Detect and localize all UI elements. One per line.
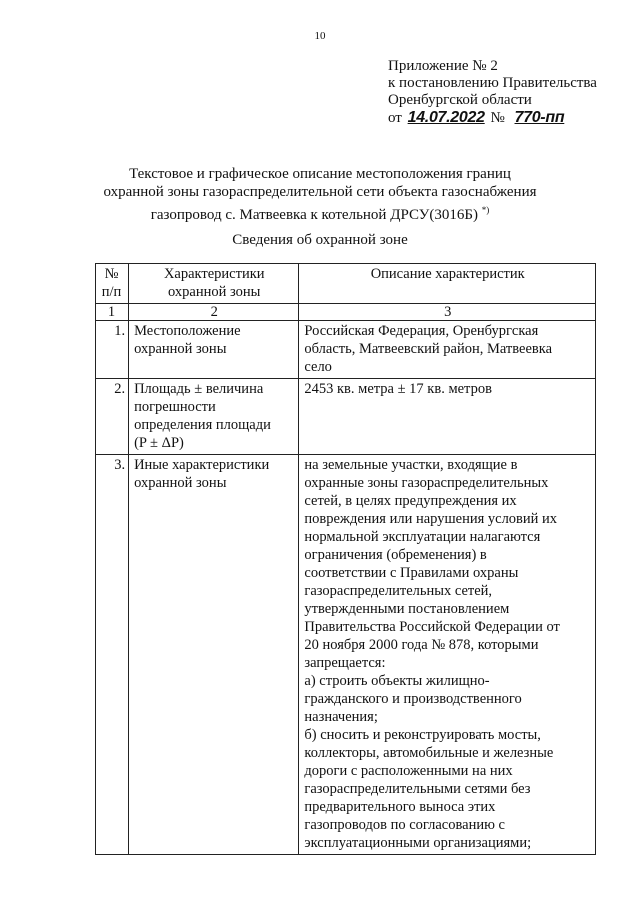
document-title — [0, 165, 640, 224]
appendix-date-line — [388, 109, 633, 127]
row-characteristic: Местоположение охранной зоны — [129, 321, 299, 379]
table-row — [96, 379, 596, 455]
title-line-2: охранной зоны газораспределительной сети объекта газоснабжения — [103, 184, 537, 200]
header-num: № п/п — [96, 264, 129, 304]
row-description: на земельные участки, входящие в охранные зоны газораспределительных сетей, в целях предупреждения их повреждения или нарушения условий их нормальной эксплуатации налагаются ограничения (обременения) в соответствии с Правилами охраны газораспределительных сетей, утвержденными постановлением Правительства Российской Федерации от 20 ноября 2000 года № 878, которыми запрещается: а) строить объекты жилищно- гражданского и производственного назначения; б) сносить и реконструировать мосты, коллекторы, автомобильные и железные дороги с расположенными на них газораспределительными сетями без предварительного выноса этих газопроводов по согласованию с эксплуатационными организациями; — [299, 455, 596, 855]
appendix-line-2: к постановлению Правительства — [388, 75, 597, 91]
handwritten-date: 14.07.2022 — [407, 109, 485, 126]
row-number: 1. — [96, 321, 129, 379]
table-row — [96, 321, 596, 379]
handwritten-number: 770-пп — [514, 109, 565, 126]
header-characteristics: Характеристики охранной зоны — [129, 264, 299, 304]
protection-zone-table — [95, 263, 596, 855]
row-characteristic: Иные характеристики охранной зоны — [129, 455, 299, 855]
title-line-3 — [0, 201, 640, 224]
row-number: 2. — [96, 379, 129, 455]
row-description: Российская Федерация, Оренбургская область, Матвеевский район, Матвеевка село — [299, 321, 596, 379]
footnote-mark: *) — [481, 205, 490, 215]
appendix-block — [388, 58, 633, 127]
row-number: 3. — [96, 455, 129, 855]
appendix-line-3: Оренбургской области — [388, 92, 532, 108]
number-label: № — [490, 110, 505, 126]
row-characteristic: Площадь ± величина погрешности определения площади (P ± ΔP) — [129, 379, 299, 455]
col-number-1: 1 — [96, 304, 129, 321]
appendix-line-1: Приложение № 2 — [388, 58, 498, 74]
col-number-3: 3 — [299, 304, 596, 321]
col-number-2: 2 — [129, 304, 299, 321]
table-row — [96, 455, 596, 855]
section-subtitle: Сведения об охранной зоне — [232, 232, 408, 248]
title-line-1: Текстовое и графическое описание местоположения границ — [129, 166, 511, 182]
header-description: Описание характеристик — [299, 264, 596, 304]
row-description: 2453 кв. метра ± 17 кв. метров — [299, 379, 596, 455]
from-label: от — [388, 110, 402, 126]
column-number-row — [96, 304, 596, 321]
page-number: 10 — [314, 30, 326, 42]
table-header-row — [96, 264, 596, 304]
title-line-3-text: газопровод с. Матвеевка к котельной ДРСУ(3016Б) — [150, 207, 479, 223]
